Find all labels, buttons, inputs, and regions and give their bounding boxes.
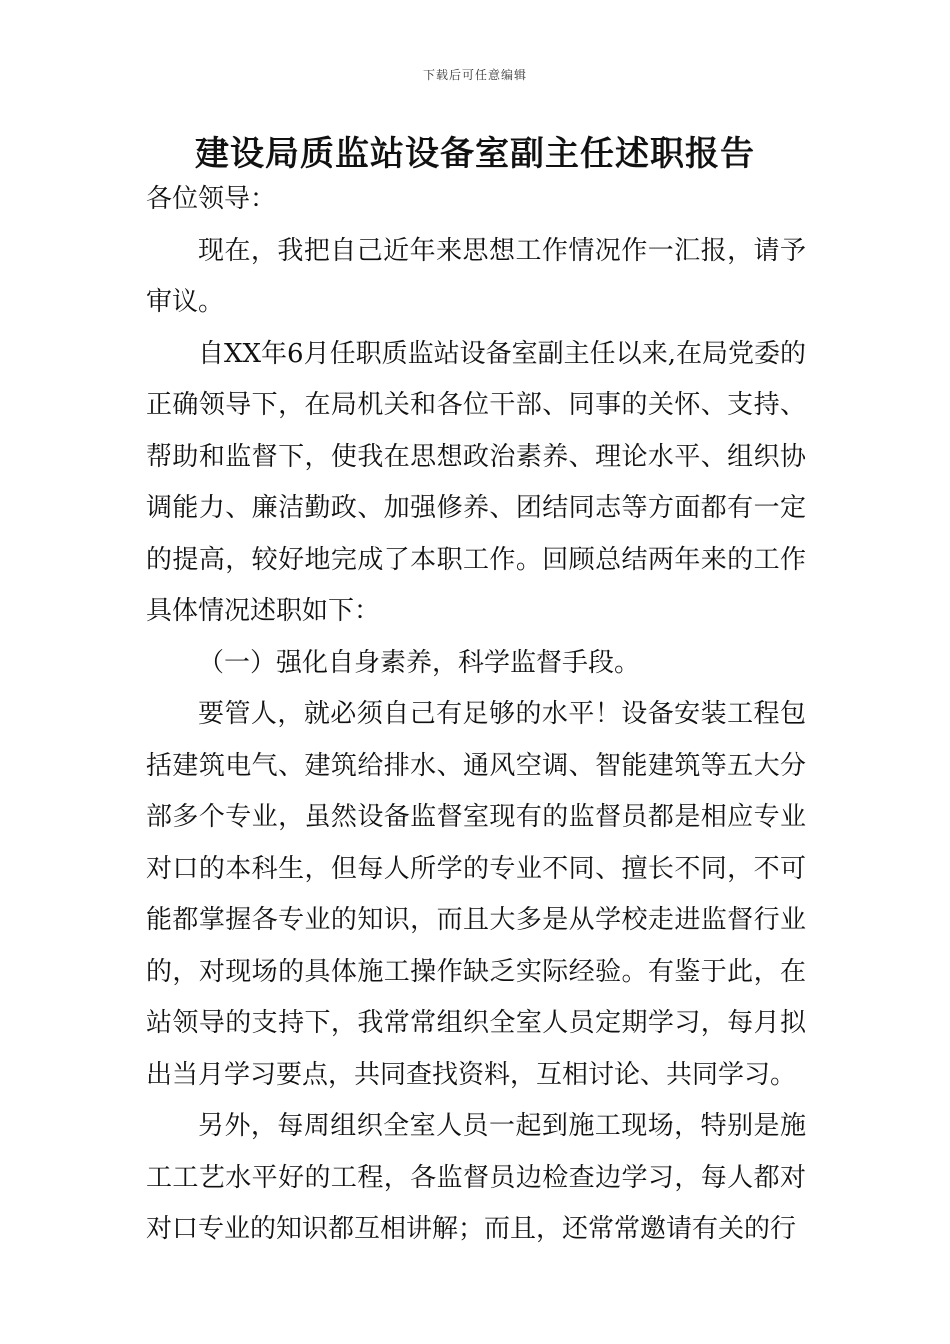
paragraph-section-1: 要管人，就必须自己有足够的水平！设备安装工程包括建筑电气、建筑给排水、通风空调、智能建筑等五大分部多个专业，虽然设备监督室现有的监督员都是相应专业对口的本科生，但每人所学的专业不同、擅长不同，不可能都掌握各专业的知识，而且大多是从学校走进监督行业的，对现场的具体施工操作缺乏实际经验。有鉴于此，在站领导的支持下，我常常组织全室人员定期学习，每月拟出当月学习要点，共同查找资料，互相讨论、共同学习。 (146, 699, 806, 1090)
salutation: 各位领导： (146, 184, 277, 214)
document-body (146, 174, 806, 1256)
document-title: 建设局质监站设备室副主任述职报告 (195, 134, 755, 174)
header-note: 下载后可任意编辑 (422, 68, 527, 82)
paragraph-summary: 自XX年6月任职质监站设备室副主任以来,在局党委的正确领导下，在局机关和各位干部、同事的关怀、支持、帮助和监督下，使我在思想政治素养、理论水平、组织协调能力、廉洁勤政、加强修养、团结同志等方面都有一定的提高，较好地完成了本职工作。回顾总结两年来的工作具体情况述职如下： (146, 338, 806, 626)
paragraph-section-2: 另外，每周组织全室人员一起到施工现场，特别是施工工艺水平好的工程，各监督员边检查边学习，每人都对对口专业的知识都互相讲解；而且，还常常邀请有关的行 (146, 1111, 806, 1244)
section-heading: （一）强化自身素养，科学监督手段。 (198, 647, 641, 678)
paragraph-intro: 现在，我把自己近年来思想工作情况作一汇报，请予审议。 (146, 235, 806, 317)
